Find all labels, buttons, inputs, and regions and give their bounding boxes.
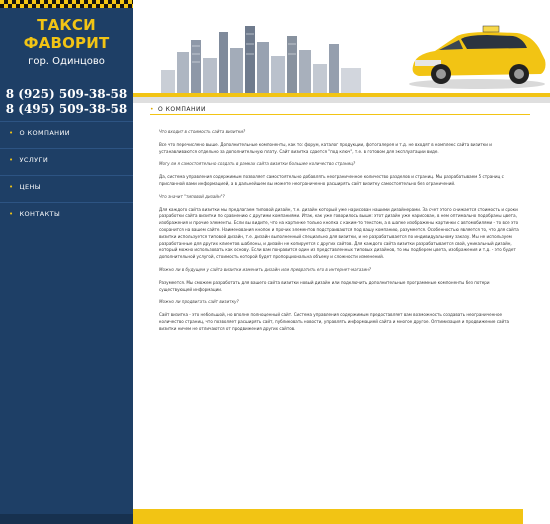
nav-item-label: УСЛУГИ <box>19 156 49 164</box>
nav-item-label: КОНТАКТЫ <box>19 210 61 218</box>
brand[interactable] <box>0 8 133 67</box>
sidebar <box>0 0 133 524</box>
faq-question: Что значит "типовой дизайн"? <box>159 193 225 199</box>
site-subtitle: гор. Одинцово <box>28 56 105 67</box>
bullet-icon: • <box>9 129 14 137</box>
phone-list <box>0 87 133 117</box>
nav-item-prices[interactable] <box>0 175 133 202</box>
nav-item-about[interactable] <box>0 121 133 148</box>
taxi-car-image <box>405 20 550 90</box>
side-nav <box>0 121 133 229</box>
sidebar-footer-stripe <box>0 514 133 524</box>
footer-bar-end <box>523 509 550 524</box>
nav-item-label: О КОМПАНИИ <box>19 129 70 137</box>
section-underline <box>150 114 530 115</box>
main-content <box>159 129 519 339</box>
header-banner <box>133 0 550 95</box>
faq-question: Что входит в стоимость сайта визитки? <box>159 129 246 134</box>
bullet-icon: • <box>9 156 14 164</box>
faq-question: Можно ли продвигать сайт визитку? <box>159 299 239 305</box>
section-title: О КОМПАНИИ <box>158 105 206 113</box>
faq-answer: Да, система управления содержимым позволяет самостоятельно добавлять неограниченное количество разделов и страниц. Мы разрабатываем 5 страниц с присланной вами информацией, а в дальнейшем вы можете неограниченно расширять сайт визитку самостоятельно без ограничений. <box>159 174 504 186</box>
faq-answer: Для каждого сайта визитки мы предлагаем типовой дизайн, т.е. дизайн который уже нарисован нашими дизайнерами. За счет этого снижается стоимость и сроки разработки сайта визитки по сравнению с другими компаниями. Итак, как уже говорилось выше: этот дизайн уже нарисован, в нем оптимально подобраны цвета, изображения и прочие элементы. Если вы видите, что на картинке только кнопка с каким-то текстом, а в шапке изображены картинки с автомобилями - то все это сохранится на вашем сайте. Наименования кнопок и прочих элементов подстраиваются под вашу компанию, разумеется. Особенностью является то, что для сайта визитки используется типовой дизайн, т.е. дизайн выполненный специально для визитки, и не разрабатывается по индивидуальному заказу. Мы не используем разработанные для других клиентов шаблоны, и дизайн не копируется с других сайтов. Для каждого сайта визитки разрабатывается свой, уникальный дизайн, который можно использовать как основу. Если вам понравится один из представленных типовых дизайнов, то мы подберем цвета, изображения и т.д. - это будет дополнительной услугой, стоимость которой будет пропорциональна объему и сложности изменений. <box>159 206 519 260</box>
phone-number: 8 (925) 509-38-58 <box>5 87 128 101</box>
city-skyline-image <box>161 22 361 95</box>
faq-answer: Все что перечислено выше. Дополнительные компоненты, как то: форум, каталог продукции, фотогалерея и т.д. не входят в комплекс сайта визитки и устанавливаются отдельно за дополнительную плату. Сайт визитка сдается "под ключ", т.е. в готовом для эксплуатации виде. <box>159 141 492 154</box>
nav-item-services[interactable] <box>0 148 133 175</box>
faq-answer: Разумеется. Мы сможем разработать для вашего сайта визитки новый дизайн или подключить дополнительные программные компоненты без потери существующей информации. <box>159 279 490 292</box>
faq-answer: Сайт визитка - это небольшой, но вполне полноценный сайт. Система управления содержимым предоставляет вам возможность создавать неограниченное количество страниц, что позволяет расширять сайт, публиковать новости, управлять информацией сайта и многое другое. Оптимизация и продвижение сайта визитки ничем не отличаются от продвижения других сайтов. <box>159 312 510 331</box>
bullet-icon: • <box>150 105 155 113</box>
footer-bar <box>133 509 523 524</box>
bullet-icon: • <box>9 183 14 191</box>
phone-number: 8 (495) 509-38-58 <box>5 102 128 116</box>
faq-question: Можно ли в будущем у сайта визитки изменить дизайн или превратить его в интернет-магазин? <box>159 266 371 272</box>
bullet-icon: • <box>9 210 14 218</box>
faq-question: Могу ли я самостоятельно создать в рамках сайта визитки большее количество страниц? <box>159 161 356 167</box>
site-title: ТАКСИ ФАВОРИТ <box>23 16 110 52</box>
nav-item-contacts[interactable] <box>0 202 133 229</box>
nav-item-label: ЦЕНЫ <box>19 183 41 191</box>
checker-stripe <box>0 0 133 8</box>
